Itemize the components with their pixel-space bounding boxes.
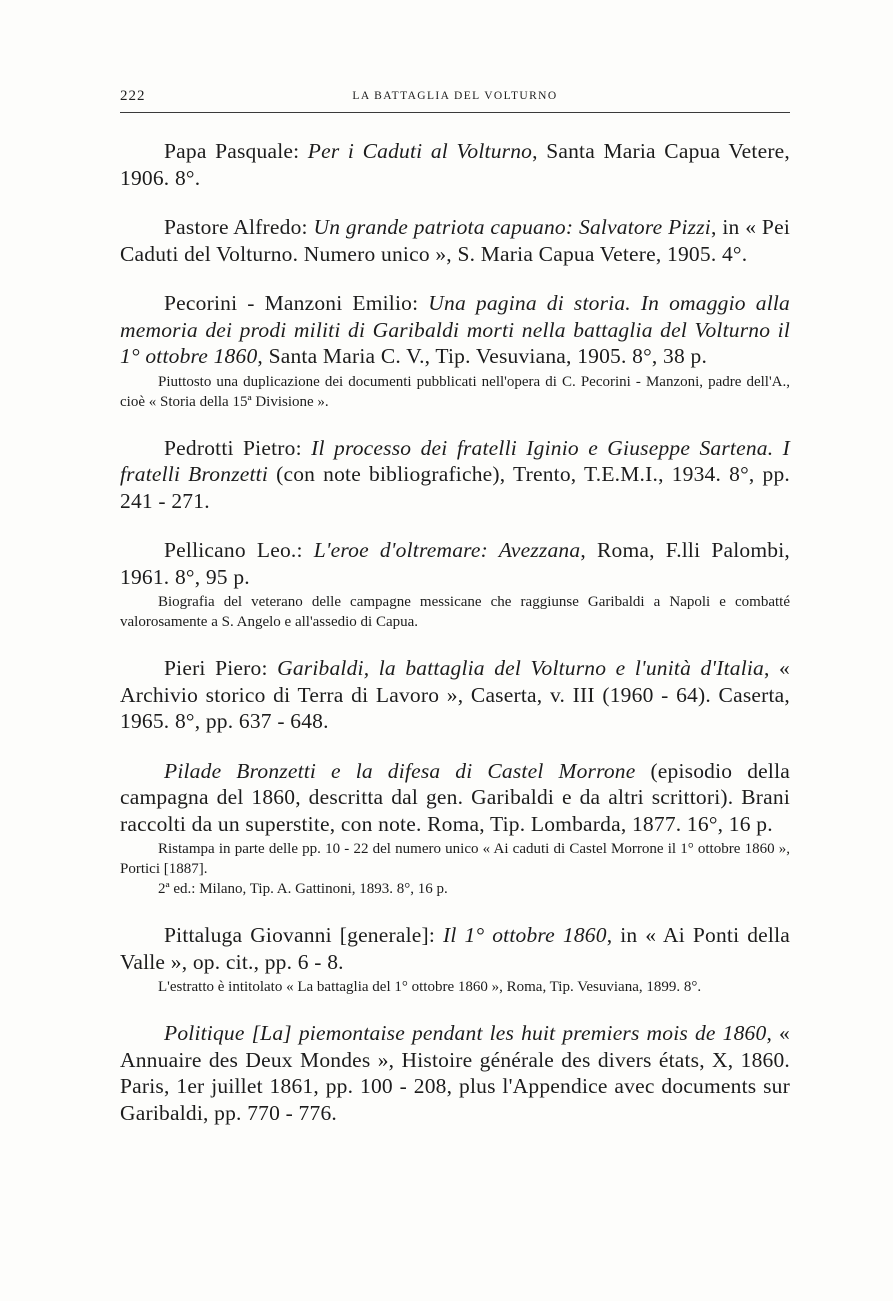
entry-author: Pittaluga Giovanni [generale]	[164, 923, 429, 947]
bibliography-entry	[120, 537, 790, 632]
entry-citation: Papa Pasquale: Per i Caduti al Volturno, Santa Maria Capua Vetere, 1906. 8°.	[120, 139, 790, 190]
entry-citation: Pieri Piero: Garibaldi, la battaglia del Volturno e l'unità d'Italia, « Archivio storico di Terra di Lavoro », Caserta, v. III (1960 - 64). Caserta, 1965. 8°, pp. 637 - 648.	[120, 656, 790, 733]
entry-citation	[120, 1020, 790, 1126]
bibliography-list	[120, 138, 790, 1126]
entry-title: Un grande patriota capuano: Salvatore Pizzi	[313, 215, 711, 239]
entry-publication: , « Annuaire des Deux Mondes », Histoire générale des divers états, X, 1860. Paris, 1er juillet 1861, pp. 100 - 208, plus l'Appendice avec documents sur Garibaldi, pp. 770 - 776.	[120, 1021, 790, 1125]
entry-publication: (con note bibliografiche), Trento, T.E.M.I., 1934. 8°, pp. 241 - 271.	[120, 462, 790, 513]
entry-publication: , in « Pei Caduti del Volturno. Numero unico », S. Maria Capua Vetere, 1905. 4°.	[120, 215, 790, 266]
entry-author: Papa Pasquale	[164, 139, 294, 163]
entry-title: Il processo dei fratelli Iginio e Giuseppe Sartena. I fratelli Bronzetti	[120, 435, 791, 486]
entry-publication: , Santa Maria Capua Vetere, 1906. 8°.	[120, 139, 790, 190]
entry-note: Piuttosto una duplicazione dei documenti pubblicati nell'opera di C. Pecorini - Manzoni, padre dell'A., cioè « Storia della 15ª Divisione ».	[120, 373, 790, 410]
entry-author: Pecorini - Manzoni Emilio	[164, 291, 413, 315]
entry-publication: , Santa Maria C. V., Tip. Vesuviana, 1905. 8°, 38 p.	[257, 344, 708, 368]
entry-citation: Pastore Alfredo: Un grande patriota capuano: Salvatore Pizzi, in « Pei Caduti del Volturno. Numero unico », S. Maria Capua Vetere, 1905. 4°.	[120, 215, 790, 266]
entry-title: Il 1° ottobre 1860	[443, 923, 607, 947]
entry-title: Garibaldi, la battaglia del Volturno e l'unità d'Italia	[277, 656, 765, 680]
entry-citation: Pellicano Leo.: L'eroe d'oltremare: Avezzana, Roma, F.lli Palombi, 1961. 8°, 95 p.	[120, 538, 790, 589]
entry-title: Pilade Bronzetti e la difesa di Castel Morrone	[164, 758, 636, 783]
bibliography-entry	[120, 214, 790, 267]
entry-publication: , in « Ai Ponti della Valle », op. cit., pp. 6 - 8.	[120, 923, 791, 974]
bibliography-entry	[120, 758, 790, 900]
running-header	[120, 88, 790, 113]
entry-note: 2ª ed.: Milano, Tip. A. Gattinoni, 1893. 8°, 16 p.	[158, 881, 448, 897]
entry-author: Pedrotti Pietro	[164, 435, 296, 460]
bibliography-entry	[120, 1020, 790, 1126]
entry-author: Pellicano Leo.	[164, 538, 297, 562]
bibliography-entry	[120, 138, 790, 191]
entry-publication: , « Archivio storico di Terra di Lavoro », Caserta, v. III (1960 - 64). Caserta, 1965. 8°, pp. 637 - 648.	[120, 656, 790, 733]
entry-citation	[120, 758, 790, 838]
bibliography-entry	[120, 435, 790, 515]
entry-citation: Pecorini - Manzoni Emilio: Una pagina di storia. In omaggio alla memoria dei prodi militi di Garibaldi morti nella battaglia del Volturno il 1° ottobre 1860, Santa Maria C. V., Tip. Vesuviana, 1905. 8°, 38 p.	[120, 291, 790, 368]
entry-title: Per i Caduti al Volturno	[307, 139, 533, 163]
entry-note: Ristampa in parte delle pp. 10 - 22 del numero unico « Ai caduti di Castel Morrone il 1° ottobre 1860 », Portici [1887].	[120, 841, 790, 877]
bibliography-entry	[120, 290, 790, 412]
entry-publication: (episodio della campagna del 1860, descritta dal gen. Garibaldi e da altri scrittori). Brani raccolti da un superstite, con note. Roma, Tip. Lombarda, 1877. 16°, 16 p.	[120, 758, 790, 836]
entry-author: Pastore Alfredo	[164, 215, 302, 239]
entry-author: Pieri Piero	[164, 656, 262, 680]
running-title: LA BATTAGLIA DEL VOLTURNO	[352, 90, 558, 102]
entry-note: L'estratto è intitolato « La battaglia del 1° ottobre 1860 », Roma, Tip. Vesuviana, 1899. 8°.	[158, 979, 702, 995]
entry-citation: Pedrotti Pietro: Il processo dei fratelli Iginio e Giuseppe Sartena. I fratelli Bronzetti (con note bibliografiche), Trento, T.E.M.I., 1934. 8°, pp. 241 - 271.	[120, 435, 791, 513]
bibliography-entry	[120, 655, 790, 735]
entry-title: L'eroe d'oltremare: Avezzana	[313, 538, 581, 562]
entry-note: Biografia del veterano delle campagne messicane che raggiunse Garibaldi a Napoli e combatté valorosamente a S. Angelo e all'assedio di Capua.	[120, 594, 790, 630]
entry-publication: , Roma, F.lli Palombi, 1961. 8°, 95 p.	[120, 538, 790, 589]
bibliography-entry	[120, 922, 790, 997]
entry-title: Una pagina di storia. In omaggio alla memoria dei prodi militi di Garibaldi morti nella battaglia del Volturno il 1° ottobre 1860	[120, 291, 790, 368]
page-number: 222	[120, 88, 146, 104]
entry-citation: Pittaluga Giovanni [generale]: Il 1° ottobre 1860, in « Ai Ponti della Valle », op. cit., pp. 6 - 8.	[120, 923, 791, 974]
entry-title: Politique [La] piemontaise pendant les huit premiers mois de 1860	[164, 1021, 767, 1045]
